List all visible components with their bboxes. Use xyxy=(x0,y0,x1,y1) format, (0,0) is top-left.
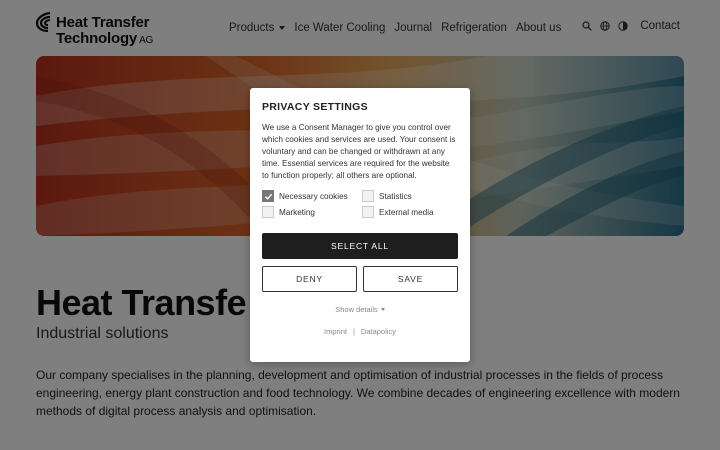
show-details-link[interactable] xyxy=(262,305,458,314)
checkbox-checked[interactable] xyxy=(262,190,274,202)
secondary-buttons xyxy=(262,266,458,292)
dialog-description: We use a Consent Manager to give you control over which cookies and services are used. Your consent is voluntary and can be changed or withdrawn at any time. Essential services are required for the website to function properly; all others are optional. xyxy=(262,123,456,180)
link-separator: | xyxy=(352,327,355,336)
checkbox[interactable] xyxy=(362,190,374,202)
option-marketing[interactable] xyxy=(262,206,362,218)
select-all-button[interactable]: SELECT ALL xyxy=(262,233,458,259)
option-necessary-cookies[interactable] xyxy=(262,190,362,202)
datapolicy-link[interactable]: Datapolicy xyxy=(360,327,396,336)
option-label: External media xyxy=(379,207,434,217)
option-label: Statistics xyxy=(379,191,412,201)
option-external-media[interactable] xyxy=(362,206,462,218)
save-button[interactable]: SAVE xyxy=(363,266,458,292)
option-label: Marketing xyxy=(279,207,315,217)
checkbox[interactable] xyxy=(262,206,274,218)
dialog-footer-links xyxy=(262,327,458,336)
option-statistics[interactable] xyxy=(362,190,462,202)
chevron-down-icon xyxy=(381,308,385,311)
option-label: Necessary cookies xyxy=(279,191,348,201)
consent-options xyxy=(262,190,458,218)
deny-button[interactable]: DENY xyxy=(262,266,357,292)
privacy-settings-dialog xyxy=(250,88,470,362)
show-details-label: Show details xyxy=(335,305,378,314)
dialog-title: PRIVACY SETTINGS xyxy=(262,101,368,113)
checkbox[interactable] xyxy=(362,206,374,218)
imprint-link[interactable]: Imprint xyxy=(324,327,347,336)
check-icon xyxy=(264,192,273,201)
